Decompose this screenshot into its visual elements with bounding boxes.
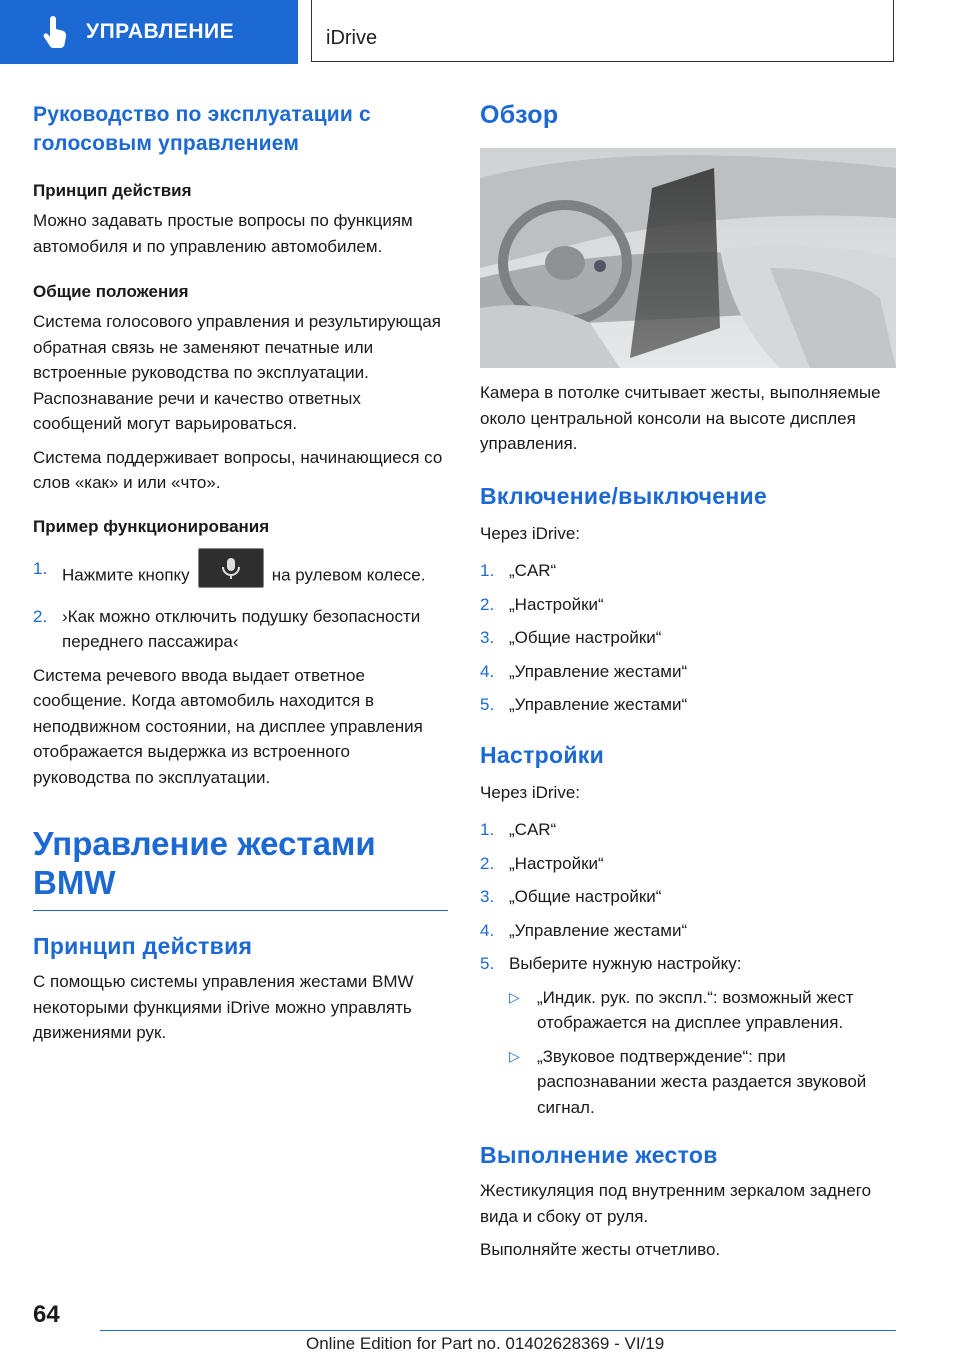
step-number: 4. bbox=[480, 920, 495, 940]
step-text: „Настройки“ bbox=[509, 594, 604, 614]
settings-intro: Через iDrive: bbox=[480, 782, 581, 802]
footer-divider bbox=[100, 1330, 896, 1331]
list-item bbox=[480, 817, 896, 843]
step-number: 5. bbox=[480, 695, 495, 714]
triangle-bullet-icon: ▷ bbox=[509, 988, 520, 1005]
step-text: „Управление жестами“ bbox=[509, 661, 688, 681]
heading-divider bbox=[33, 910, 448, 911]
list-item bbox=[33, 556, 448, 596]
gesture-principle-text: С помощью системы управления жестами BMW некоторыми функциями iDrive можно управлять движениями рук. bbox=[33, 972, 414, 1042]
step-text: „Общие настройки“ bbox=[509, 887, 662, 906]
sub-list-item bbox=[509, 1044, 896, 1121]
step-number: 3. bbox=[480, 887, 495, 906]
step-text-before: Нажмите кнопку bbox=[62, 564, 190, 584]
step-text: „Настройки“ bbox=[509, 853, 604, 873]
step-text-after: на рулевом колесе. bbox=[271, 564, 426, 584]
settings-heading: Настройки bbox=[480, 741, 605, 768]
step-number: 2. bbox=[33, 606, 48, 626]
list-item bbox=[480, 951, 896, 977]
step-number: 1. bbox=[33, 558, 48, 578]
step-text: „Общие настройки“ bbox=[509, 628, 662, 647]
overview-heading: Обзор bbox=[480, 101, 559, 129]
perform-heading: Выполнение жестов bbox=[480, 1142, 718, 1168]
principle-heading: Принцип действия bbox=[33, 181, 192, 200]
step-number: 2. bbox=[480, 594, 495, 614]
list-item bbox=[480, 851, 896, 877]
triangle-bullet-icon: ▷ bbox=[509, 1047, 520, 1064]
microphone-button-icon bbox=[198, 548, 264, 588]
right-column bbox=[480, 100, 896, 1271]
step-text: „CAR“ bbox=[509, 561, 557, 580]
general-text-1: Система голосового управления и результирующая обратная связь не заменяют печатные или встроенные руководства по эксплуатации. Распознавание речи и качество ответных сообщений могут варьироваться. bbox=[33, 312, 441, 433]
perform-text-2: Выполняйте жесты отчетливо. bbox=[480, 1240, 721, 1259]
chapter-title: iDrive bbox=[326, 27, 378, 49]
chapter-box bbox=[311, 0, 894, 62]
general-text-2: Система поддерживает вопросы, начинающиеся со слов «как» и или «что». bbox=[33, 447, 443, 492]
list-item bbox=[480, 592, 896, 618]
example-heading: Пример функционирования bbox=[33, 516, 270, 536]
sub-item-text: „Звуковое подтверждение“: при распознавании жеста раздается звуковой сигнал. bbox=[537, 1046, 867, 1117]
list-item bbox=[480, 918, 896, 944]
general-heading: Общие положения bbox=[33, 282, 189, 301]
step-number: 1. bbox=[480, 820, 495, 839]
list-item bbox=[33, 604, 448, 655]
page-number: 64 bbox=[33, 1301, 60, 1328]
onoff-heading: Включение/выключение bbox=[480, 482, 768, 509]
list-item bbox=[480, 558, 896, 584]
gesture-control-heading: Управление жестами BMW bbox=[33, 825, 376, 901]
perform-text-1: Жестикуляция под внутренним зеркалом заднего вида и сбоку от руля. bbox=[480, 1181, 872, 1226]
section-tab bbox=[0, 0, 298, 64]
car-interior-photo bbox=[480, 148, 896, 368]
list-item bbox=[480, 659, 896, 685]
overview-caption: Камера в потолке считывает жесты, выполняемые около центральной консоли на высоте дисплея управления. bbox=[480, 383, 881, 453]
sub-list-item bbox=[509, 985, 896, 1036]
sub-item-text: „Индик. рук. по экспл.“: возможный жест отображается на дисплее управления. bbox=[537, 987, 854, 1032]
step-number: 5. bbox=[480, 954, 495, 973]
principle-text: Можно задавать простые вопросы по функциям автомобиля и по управлению автомобилем. bbox=[33, 211, 413, 256]
example-result: Система речевого ввода выдает ответное сообщение. Когда автомобиль находится в неподвижном состоянии, на дисплее управления отображается выдержка из встроенного руководства по эксплуатации. bbox=[33, 665, 423, 787]
step-text: Выберите нужную настройку: bbox=[509, 954, 742, 973]
step-number: 4. bbox=[480, 661, 495, 681]
step-number: 3. bbox=[480, 628, 495, 647]
onoff-steps bbox=[480, 558, 896, 718]
gesture-principle-heading: Принцип действия bbox=[33, 933, 253, 959]
step-text: „CAR“ bbox=[509, 820, 557, 839]
list-item bbox=[480, 884, 896, 910]
left-column bbox=[33, 100, 448, 1054]
edition-footer: Online Edition for Part no. 01402628369 - VI/19 bbox=[306, 1334, 665, 1353]
step-text: „Управление жестами“ bbox=[509, 920, 688, 940]
list-item bbox=[480, 692, 896, 718]
settings-steps bbox=[480, 817, 896, 1120]
step-text: „Управление жестами“ bbox=[509, 695, 688, 714]
step-text: ›Как можно отключить подушку безопасности переднего пассажира‹ bbox=[62, 606, 421, 651]
list-item bbox=[480, 625, 896, 651]
step-number: 1. bbox=[480, 561, 495, 580]
section-title: УПРАВЛЕНИЕ bbox=[86, 20, 235, 43]
onoff-intro: Через iDrive: bbox=[480, 523, 581, 543]
voice-manual-heading: Руководство по эксплуатации с голосовым управлением bbox=[33, 103, 371, 155]
step-number: 2. bbox=[480, 853, 495, 873]
hand-pointer-icon bbox=[36, 12, 76, 52]
example-steps bbox=[33, 556, 448, 655]
